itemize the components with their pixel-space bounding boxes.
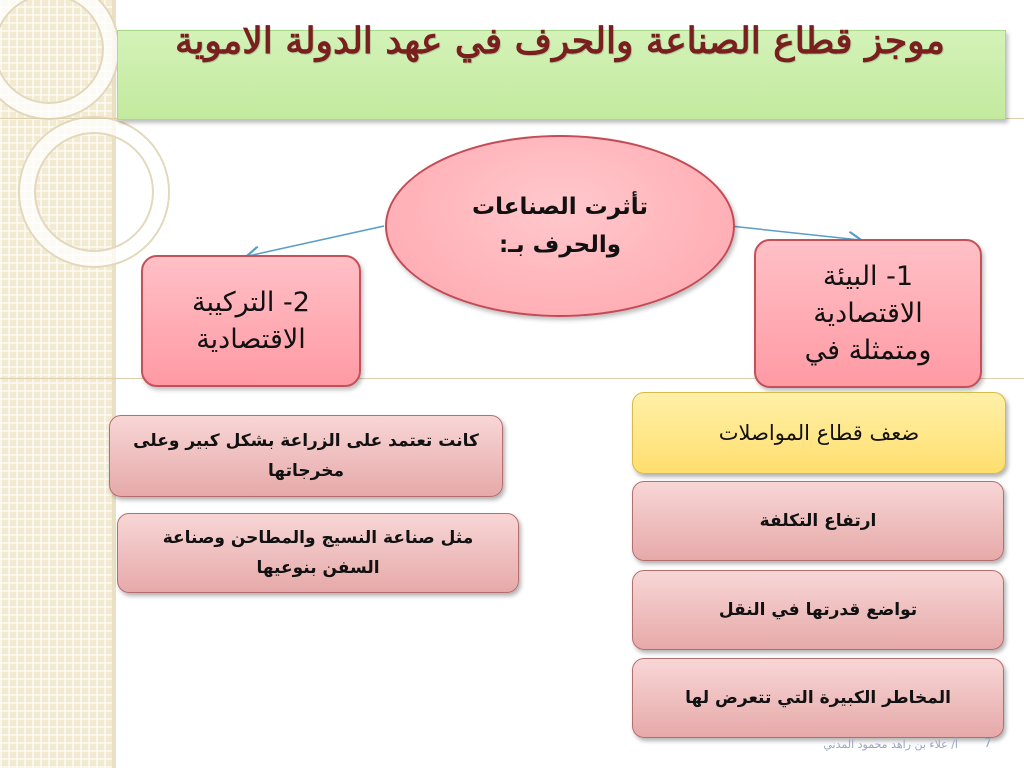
- strip-edge: [112, 0, 116, 768]
- central-node: [385, 135, 735, 317]
- right-item-3-label: المخاطر الكبيرة التي تتعرض لها: [685, 688, 951, 708]
- right-item-1: [632, 481, 1004, 561]
- right-highlight-label: ضعف قطاع المواصلات: [718, 421, 920, 445]
- footer-author: أ/ علاء بن راهد محمود المدني: [823, 738, 958, 751]
- right-branch-heading: [754, 239, 982, 388]
- central-node-label: تأثرت الصناعات والحرف بـ:: [471, 194, 648, 258]
- right-highlight-box: [632, 392, 1006, 474]
- right-branch-heading-label: 1- البيئة الاقتصادية ومتمثلة في: [804, 261, 932, 366]
- left-item-2-label: مثل صناعة النسيج والمطاحن وصناعة السفن بنوعيها: [162, 528, 474, 578]
- right-item-2-label: تواضع قدرتها في النقل: [718, 600, 918, 620]
- page-number: 7: [984, 736, 992, 750]
- slide-title: موجز قطاع الصناعة والحرف في عهد الدولة الاموية: [175, 20, 945, 62]
- connector-to-left-branch: [248, 226, 384, 256]
- left-item-1: [109, 415, 503, 497]
- left-branch-heading: [141, 255, 361, 387]
- right-item-3: [632, 658, 1004, 738]
- connector-to-right-branch: [730, 226, 860, 240]
- left-item-1-label: كانت تعتمد على الزراعة بشكل كبير وعلى مخرجاتها: [133, 431, 479, 481]
- left-item-2: [117, 513, 519, 593]
- right-item-2: [632, 570, 1004, 650]
- right-item-1-label: ارتفاع التكلفة: [759, 511, 877, 531]
- decorative-ring-middle: [20, 118, 168, 266]
- left-branch-heading-label: 2- التركيبة الاقتصادية: [192, 287, 310, 355]
